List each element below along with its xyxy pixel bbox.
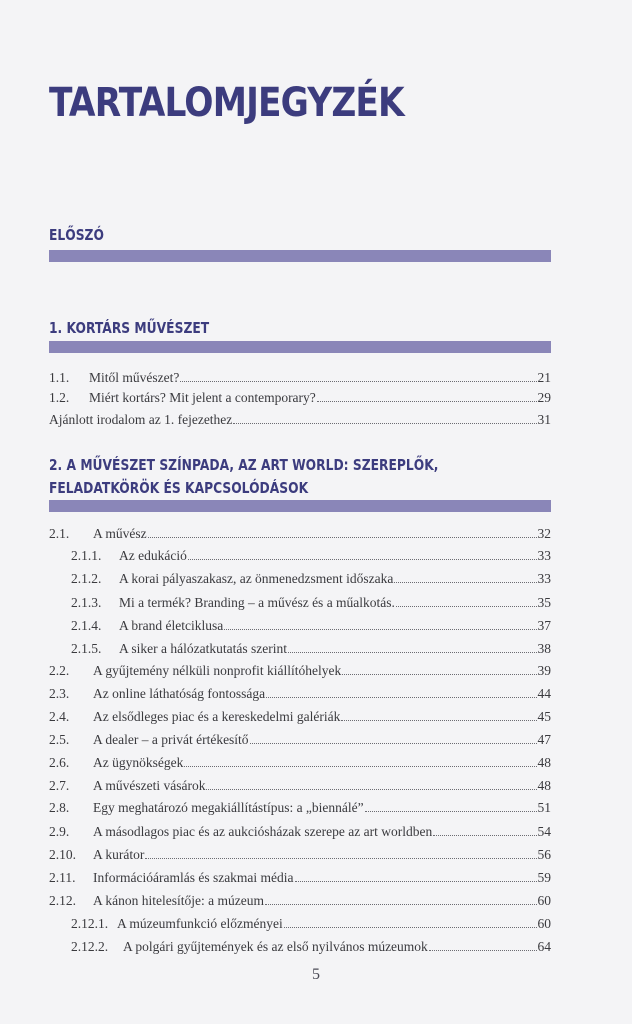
toc-entry-number: 2.1.5. bbox=[71, 641, 102, 656]
section-heading-chapter-2: 2. A MŰVÉSZET SZÍNPADA, AZ ART WORLD: SZEREPLŐK, bbox=[49, 456, 439, 474]
toc-entry-page: 48 bbox=[537, 778, 551, 793]
toc-subentry[interactable] bbox=[71, 591, 551, 611]
toc-entry-title: Ajánlott irodalom az 1. fejezethez bbox=[49, 412, 233, 427]
toc-entry-page: 56 bbox=[537, 847, 551, 862]
toc-entry-title: A polgári gyűjtemények és az első nyilvános múzeumok bbox=[123, 939, 428, 954]
toc-entry-page: 60 bbox=[537, 893, 551, 908]
toc-entry-number: 2.1.3. bbox=[71, 595, 102, 610]
toc-entry-number: 2.5. bbox=[49, 732, 70, 747]
toc-entry-title: Mitől művészet? bbox=[89, 370, 180, 385]
toc-entry-number: 1.1. bbox=[49, 370, 70, 385]
leader-dots bbox=[145, 843, 536, 859]
leader-dots bbox=[233, 408, 536, 424]
toc-entry-title: Az online láthatóság fontossága bbox=[93, 686, 266, 701]
leader-dots bbox=[250, 728, 537, 744]
toc-entry-title: Információáramlás és szakmai média bbox=[93, 870, 294, 885]
toc-entry-title: A művészeti vásárok bbox=[93, 778, 206, 793]
toc-entry-number: 2.1.4. bbox=[71, 618, 102, 633]
toc-entry[interactable] bbox=[49, 843, 551, 863]
toc-subentry[interactable] bbox=[71, 935, 551, 955]
toc-entry-page: 48 bbox=[537, 755, 551, 770]
toc-entry-title: A brand életciklusa bbox=[119, 618, 224, 633]
toc-entry-number: 2.12. bbox=[49, 893, 76, 908]
toc-entry-title: A kánon hitelesítője: a múzeum bbox=[93, 893, 264, 908]
toc-entry-page: 64 bbox=[537, 939, 551, 954]
toc-entry[interactable] bbox=[49, 866, 551, 886]
leader-dots bbox=[184, 751, 536, 767]
toc-subentry[interactable] bbox=[71, 912, 551, 932]
toc-entry-page: 29 bbox=[537, 390, 551, 405]
toc-entry-number: 2.12.1. bbox=[71, 916, 109, 931]
toc-entry-number: 1.2. bbox=[49, 390, 70, 405]
toc-entry-title: A kurátor bbox=[93, 847, 145, 862]
toc-entry-page: 54 bbox=[537, 824, 551, 839]
toc-entry[interactable] bbox=[49, 751, 551, 771]
leader-dots bbox=[295, 866, 537, 882]
toc-entry-number: 2.7. bbox=[49, 778, 70, 793]
toc-entry-number: 2.1. bbox=[49, 526, 70, 541]
leader-dots bbox=[288, 637, 537, 653]
toc-entry-page: 32 bbox=[537, 526, 551, 541]
toc-entry-title: Az ügynökségek bbox=[93, 755, 184, 770]
toc-entry-page: 35 bbox=[537, 595, 551, 610]
toc-entry-page: 60 bbox=[537, 916, 551, 931]
toc-entry[interactable] bbox=[49, 705, 551, 725]
leader-dots bbox=[188, 544, 537, 560]
toc-entry-number: 2.11. bbox=[49, 870, 76, 885]
toc-entry-title: Miért kortárs? Mit jelent a contemporary? bbox=[89, 390, 316, 405]
toc-entry-page: 37 bbox=[537, 618, 551, 633]
page-title: TARTALOMJEGYZÉK bbox=[49, 80, 404, 126]
toc-subentry[interactable] bbox=[71, 544, 551, 564]
toc-entry-title: A gyűjtemény nélküli nonprofit kiállítóhelyek bbox=[93, 663, 342, 678]
toc-entry-title: Egy meghatározó megakiállítástípus: a „biennálé” bbox=[93, 800, 364, 815]
toc-entry-title: A siker a hálózatkutatás szerint bbox=[119, 641, 287, 656]
toc-entry-number: 2.9. bbox=[49, 824, 70, 839]
leader-dots bbox=[265, 889, 537, 905]
section-heading-chapter-1: 1. KORTÁRS MŰVÉSZET bbox=[49, 319, 210, 337]
leader-dots bbox=[180, 366, 536, 382]
toc-entry-page: 33 bbox=[537, 548, 551, 563]
toc-entry-title: A másodlagos piac és az aukciósházak szerepe az art worldben bbox=[93, 824, 433, 839]
toc-entry[interactable] bbox=[49, 682, 551, 702]
toc-subentry[interactable] bbox=[71, 567, 551, 587]
leader-dots bbox=[341, 705, 536, 721]
toc-entry-title: A korai pályaszakasz, az önmenedzsment időszaka bbox=[119, 571, 394, 586]
section-divider-bar bbox=[49, 500, 551, 512]
toc-entry-title: A múzeumfunkció előzményei bbox=[117, 916, 283, 931]
toc-entry[interactable] bbox=[49, 659, 551, 679]
leader-dots bbox=[206, 774, 536, 790]
toc-entry[interactable] bbox=[49, 366, 551, 386]
toc-entry-number: 2.1.2. bbox=[71, 571, 102, 586]
leader-dots bbox=[342, 659, 536, 675]
leader-dots bbox=[396, 591, 537, 607]
toc-entry[interactable] bbox=[49, 408, 551, 428]
toc-entry-title: Az edukáció bbox=[119, 548, 187, 563]
toc-entry[interactable] bbox=[49, 728, 551, 748]
toc-subentry[interactable] bbox=[71, 637, 551, 657]
toc-entry[interactable] bbox=[49, 386, 551, 406]
toc-entry-number: 2.8. bbox=[49, 800, 70, 815]
leader-dots bbox=[284, 912, 537, 928]
toc-entry-number: 2.2. bbox=[49, 663, 70, 678]
leader-dots bbox=[317, 386, 537, 402]
toc-entry-page: 21 bbox=[537, 370, 551, 385]
section-divider-bar bbox=[49, 250, 551, 262]
leader-dots bbox=[433, 820, 536, 836]
toc-entry-page: 47 bbox=[537, 732, 551, 747]
leader-dots bbox=[224, 614, 536, 630]
toc-entry-title: Mi a termék? Branding – a művész és a műalkotás. bbox=[119, 595, 395, 610]
section-divider-bar bbox=[49, 341, 551, 353]
toc-entry-number: 2.10. bbox=[49, 847, 76, 862]
leader-dots bbox=[394, 567, 536, 583]
toc-entry-title: Az elsődleges piac és a kereskedelmi galériák bbox=[93, 709, 341, 724]
toc-entry-page: 38 bbox=[537, 641, 551, 656]
toc-entry[interactable] bbox=[49, 820, 551, 840]
toc-entry[interactable] bbox=[49, 774, 551, 794]
page-number: 5 bbox=[312, 966, 320, 983]
leader-dots bbox=[365, 796, 537, 812]
toc-entry-page: 31 bbox=[537, 412, 551, 427]
toc-entry[interactable] bbox=[49, 796, 551, 816]
toc-subentry[interactable] bbox=[71, 614, 551, 634]
toc-entry-page: 33 bbox=[537, 571, 551, 586]
section-heading-foreword: ELŐSZÓ bbox=[49, 226, 104, 244]
toc-entry-page: 51 bbox=[537, 800, 551, 815]
section-heading-chapter-2-line2: FELADATKÖRÖK ÉS KAPCSOLÓDÁSOK bbox=[49, 479, 309, 497]
toc-entry-page: 44 bbox=[537, 686, 551, 701]
toc-entry[interactable] bbox=[49, 522, 551, 542]
toc-entry-page: 59 bbox=[537, 870, 551, 885]
toc-entry-page: 39 bbox=[537, 663, 551, 678]
toc-entry-number: 2.4. bbox=[49, 709, 70, 724]
leader-dots bbox=[148, 522, 537, 538]
toc-entry-number: 2.3. bbox=[49, 686, 70, 701]
toc-entry-title: A dealer – a privát értékesítő bbox=[93, 732, 249, 747]
toc-entry-number: 2.1.1. bbox=[71, 548, 102, 563]
toc-entry-number: 2.6. bbox=[49, 755, 70, 770]
toc-entry-number: 2.12.2. bbox=[71, 939, 109, 954]
toc-entry-page: 45 bbox=[537, 709, 551, 724]
toc-entry[interactable] bbox=[49, 889, 551, 909]
leader-dots bbox=[266, 682, 536, 698]
toc-entry-title: A művész bbox=[93, 526, 147, 541]
leader-dots bbox=[429, 935, 537, 951]
